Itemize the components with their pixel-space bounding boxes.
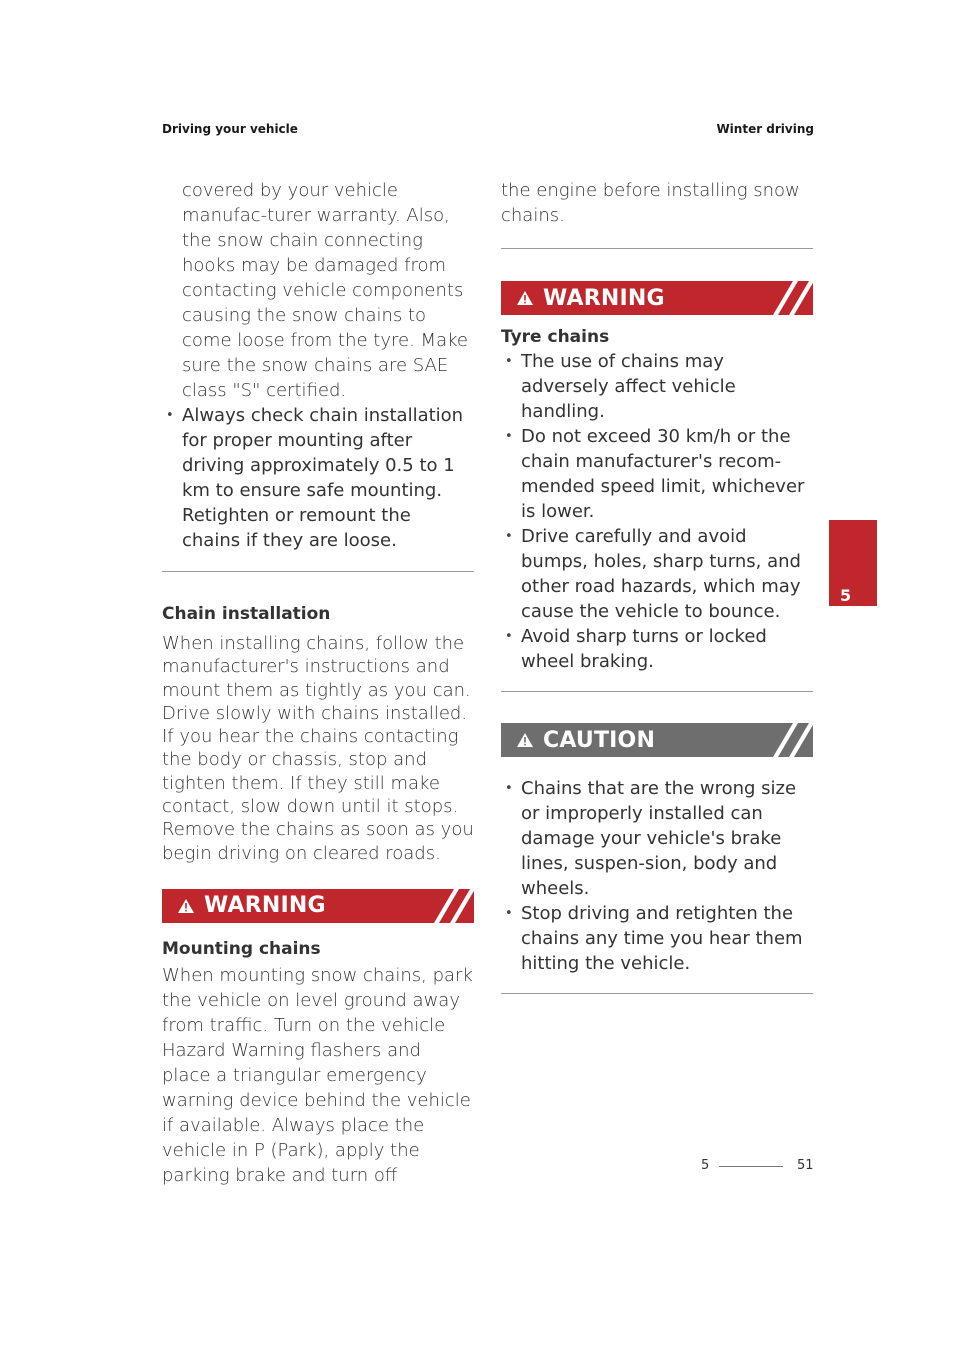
banner-slash-decoration	[773, 723, 813, 757]
banner-slash-decoration	[434, 889, 474, 923]
caution-label: CAUTION	[543, 727, 656, 753]
section-divider	[501, 691, 813, 692]
continued-paragraph: covered by your vehicle manufac-turer warranty. Also, the snow chain connecting hooks may be damaged from contacting vehicle components causing the snow chains to come loose from the tyre. Make sure the snow chains are SAE class "S" certified.	[182, 180, 468, 401]
tyre-chains-list	[501, 349, 813, 674]
list-item: • Avoid sharp turns or locked wheel braking.	[501, 624, 813, 674]
warning-label: WARNING	[204, 893, 326, 919]
warning-label: WARNING	[543, 285, 665, 311]
caution-triangle-icon	[517, 733, 533, 747]
chapter-side-tab	[829, 520, 877, 606]
warning-triangle-icon	[178, 899, 194, 913]
mounting-chains-paragraph: When mounting snow chains, park the vehicle on level ground away from traffic. Turn on the vehicle Hazard Warning flashers and place a triangular emergency warning device behind the vehicle if available. Always place the vehicle in P (Park), apply the parking brake and turn off	[162, 964, 473, 1186]
warning-subheading: Mounting chains	[162, 938, 321, 959]
list-item: • The use of chains may adversely affect vehicle handling.	[501, 349, 813, 424]
section-heading: Chain installation	[162, 604, 331, 624]
warning-triangle-icon	[517, 291, 533, 305]
footer-divider	[719, 1166, 783, 1167]
running-header-section: Driving your vehicle	[162, 122, 298, 136]
section-divider	[501, 248, 813, 249]
caution-list	[501, 776, 813, 976]
list-item: • Always check chain installation for proper mounting after driving approximately 0.5 to 1 km to ensure safe mounting. Retighten or remount the chains if they are loose.	[162, 403, 474, 553]
list-item: • Do not exceed 30 km/h or the chain manufacturer's recom-mended speed limit, whichever is lower.	[501, 424, 813, 524]
section-divider	[162, 571, 474, 572]
warning-banner	[501, 281, 813, 315]
list-item: • Stop driving and retighten the chains any time you hear them hitting the vehicle.	[501, 901, 813, 976]
warning-banner	[162, 889, 474, 923]
section-divider	[501, 993, 813, 994]
caution-banner	[501, 723, 813, 757]
list-item: • Chains that are the wrong size or improperly installed can damage your vehicle's brake lines, suspen-sion, body and wheels.	[501, 776, 813, 901]
chapter-tab-number: 5	[840, 586, 852, 605]
footer-chapter-number: 5	[701, 1158, 710, 1173]
chain-installation-paragraph: When installing chains, follow the manufacturer's instructions and mount them as tightly as you can. Drive slowly with chains installed. If you hear the chains contacting the body or chassis, stop and tighten them. If they still make contact, slow down until it stops. Remove the chains as soon as you begin driving on cleared roads.	[162, 633, 474, 864]
continued-paragraph: the engine before installing snow chains.	[501, 180, 800, 226]
warning-subheading: Tyre chains	[501, 327, 610, 347]
page-number: 51	[797, 1158, 814, 1173]
left-column	[162, 178, 474, 1188]
right-column	[501, 178, 813, 994]
running-header-topic: Winter driving	[716, 122, 814, 136]
installation-check-list	[162, 403, 474, 553]
banner-slash-decoration	[773, 281, 813, 315]
list-item: • Drive carefully and avoid bumps, holes, sharp turns, and other road hazards, which may cause the vehicle to bounce.	[501, 524, 813, 624]
